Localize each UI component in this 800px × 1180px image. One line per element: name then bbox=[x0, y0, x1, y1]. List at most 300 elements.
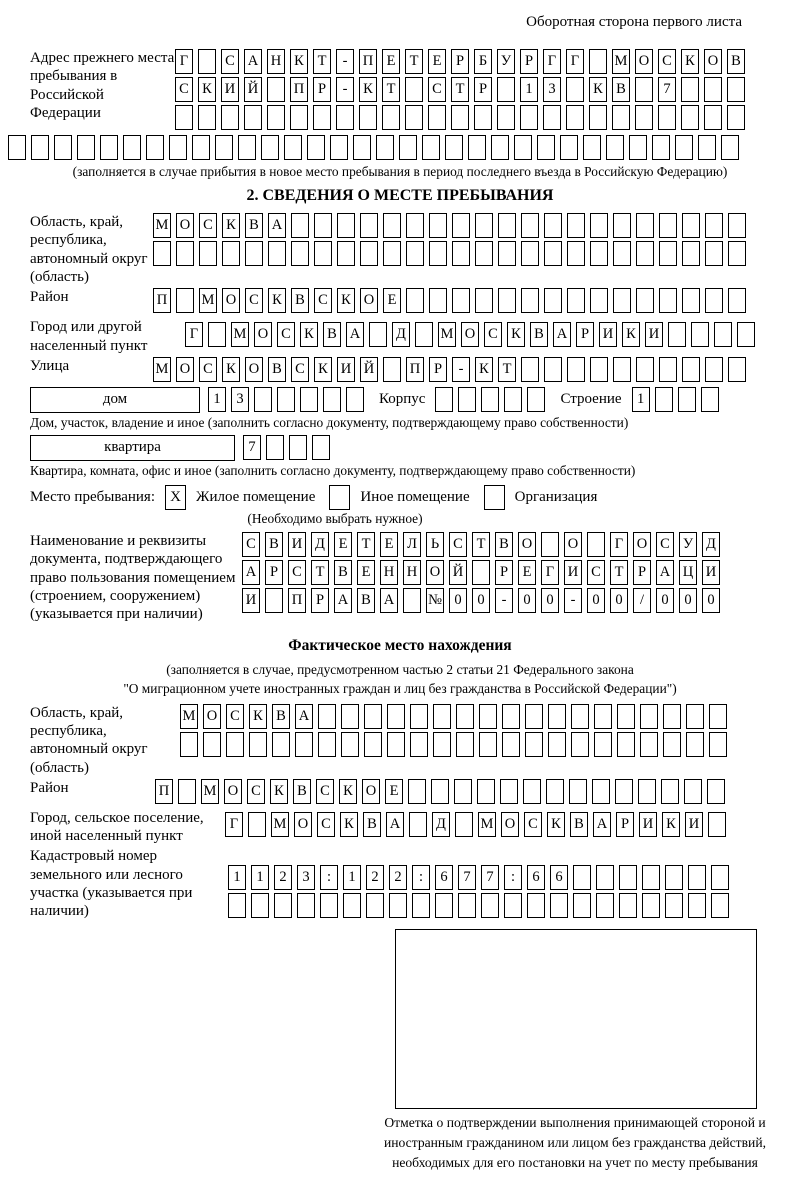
char-cell[interactable]: Ц bbox=[679, 560, 697, 585]
char-cell[interactable]: Е bbox=[428, 49, 446, 74]
char-cell[interactable] bbox=[521, 357, 539, 382]
char-cell[interactable] bbox=[727, 77, 745, 102]
char-cell[interactable] bbox=[435, 387, 453, 412]
char-cell[interactable]: К bbox=[198, 77, 216, 102]
char-cell[interactable] bbox=[544, 357, 562, 382]
char-cell[interactable]: Д bbox=[432, 812, 450, 837]
char-cell[interactable] bbox=[688, 865, 706, 890]
char-cell[interactable]: Г bbox=[175, 49, 193, 74]
char-cell[interactable]: 0 bbox=[587, 588, 605, 613]
char-cell[interactable] bbox=[571, 732, 589, 757]
char-cell[interactable] bbox=[341, 732, 359, 757]
char-cell[interactable]: И bbox=[288, 532, 306, 557]
char-cell[interactable] bbox=[737, 322, 755, 347]
cadastral-row-2[interactable] bbox=[228, 893, 734, 918]
char-cell[interactable]: В bbox=[530, 322, 548, 347]
char-cell[interactable]: В bbox=[612, 77, 630, 102]
char-cell[interactable] bbox=[479, 704, 497, 729]
char-cell[interactable] bbox=[369, 322, 387, 347]
char-cell[interactable]: : bbox=[412, 865, 430, 890]
char-cell[interactable] bbox=[635, 77, 653, 102]
char-cell[interactable]: Р bbox=[576, 322, 594, 347]
char-cell[interactable] bbox=[583, 135, 601, 160]
char-cell[interactable] bbox=[8, 135, 26, 160]
char-cell[interactable]: Р bbox=[495, 560, 513, 585]
char-cell[interactable] bbox=[382, 105, 400, 130]
char-cell[interactable] bbox=[376, 135, 394, 160]
char-cell[interactable]: И bbox=[645, 322, 663, 347]
char-cell[interactable]: К bbox=[300, 322, 318, 347]
char-cell[interactable]: К bbox=[290, 49, 308, 74]
char-cell[interactable] bbox=[300, 387, 318, 412]
char-cell[interactable] bbox=[456, 732, 474, 757]
char-cell[interactable] bbox=[668, 322, 686, 347]
document-row-1[interactable] bbox=[242, 532, 725, 557]
char-cell[interactable] bbox=[688, 893, 706, 918]
char-cell[interactable] bbox=[569, 779, 587, 804]
char-cell[interactable] bbox=[180, 732, 198, 757]
char-cell[interactable]: 1 bbox=[343, 865, 361, 890]
char-cell[interactable] bbox=[452, 288, 470, 313]
char-cell[interactable] bbox=[458, 893, 476, 918]
char-cell[interactable] bbox=[208, 322, 226, 347]
char-cell[interactable] bbox=[560, 135, 578, 160]
char-cell[interactable] bbox=[665, 893, 683, 918]
char-cell[interactable] bbox=[521, 288, 539, 313]
char-cell[interactable] bbox=[226, 732, 244, 757]
char-cell[interactable]: Р bbox=[429, 357, 447, 382]
char-cell[interactable]: Г bbox=[185, 322, 203, 347]
char-cell[interactable] bbox=[406, 288, 424, 313]
char-cell[interactable] bbox=[289, 435, 307, 460]
char-cell[interactable] bbox=[341, 704, 359, 729]
char-cell[interactable] bbox=[592, 779, 610, 804]
char-cell[interactable] bbox=[475, 288, 493, 313]
char-cell[interactable] bbox=[548, 704, 566, 729]
char-cell[interactable]: : bbox=[504, 865, 522, 890]
char-cell[interactable]: О bbox=[362, 779, 380, 804]
char-cell[interactable] bbox=[178, 779, 196, 804]
char-cell[interactable] bbox=[336, 105, 354, 130]
char-cell[interactable]: О bbox=[245, 357, 263, 382]
char-cell[interactable]: В bbox=[268, 357, 286, 382]
char-cell[interactable] bbox=[527, 893, 545, 918]
char-cell[interactable] bbox=[360, 213, 378, 238]
char-cell[interactable] bbox=[199, 241, 217, 266]
char-cell[interactable]: С bbox=[316, 779, 334, 804]
prev-address-row-3[interactable] bbox=[175, 105, 750, 130]
char-cell[interactable]: 2 bbox=[366, 865, 384, 890]
char-cell[interactable] bbox=[337, 241, 355, 266]
char-cell[interactable] bbox=[543, 105, 561, 130]
char-cell[interactable] bbox=[481, 893, 499, 918]
char-cell[interactable]: О bbox=[426, 560, 444, 585]
char-cell[interactable] bbox=[314, 213, 332, 238]
char-cell[interactable]: К bbox=[589, 77, 607, 102]
char-cell[interactable] bbox=[589, 105, 607, 130]
char-cell[interactable]: 1 bbox=[632, 387, 650, 412]
actual-region-row-2[interactable] bbox=[180, 732, 732, 757]
char-cell[interactable] bbox=[636, 288, 654, 313]
char-cell[interactable]: Й bbox=[449, 560, 467, 585]
char-cell[interactable]: 0 bbox=[541, 588, 559, 613]
char-cell[interactable]: К bbox=[359, 77, 377, 102]
char-cell[interactable] bbox=[613, 213, 631, 238]
char-cell[interactable] bbox=[659, 288, 677, 313]
char-cell[interactable] bbox=[176, 288, 194, 313]
char-cell[interactable]: С bbox=[524, 812, 542, 837]
char-cell[interactable]: О bbox=[518, 532, 536, 557]
char-cell[interactable] bbox=[291, 213, 309, 238]
char-cell[interactable]: - bbox=[336, 49, 354, 74]
char-cell[interactable]: В bbox=[272, 704, 290, 729]
char-cell[interactable] bbox=[514, 135, 532, 160]
char-cell[interactable]: С bbox=[199, 213, 217, 238]
char-cell[interactable] bbox=[238, 135, 256, 160]
char-cell[interactable]: И bbox=[685, 812, 703, 837]
char-cell[interactable]: С bbox=[242, 532, 260, 557]
char-cell[interactable]: И bbox=[639, 812, 657, 837]
char-cell[interactable]: Г bbox=[225, 812, 243, 837]
char-cell[interactable] bbox=[566, 105, 584, 130]
char-cell[interactable] bbox=[383, 357, 401, 382]
char-cell[interactable] bbox=[267, 77, 285, 102]
char-cell[interactable] bbox=[169, 135, 187, 160]
char-cell[interactable]: : bbox=[320, 865, 338, 890]
char-cell[interactable] bbox=[682, 241, 700, 266]
char-cell[interactable] bbox=[320, 893, 338, 918]
char-cell[interactable]: М bbox=[612, 49, 630, 74]
char-cell[interactable]: П bbox=[290, 77, 308, 102]
char-cell[interactable] bbox=[544, 288, 562, 313]
char-cell[interactable] bbox=[318, 732, 336, 757]
char-cell[interactable] bbox=[412, 893, 430, 918]
char-cell[interactable]: Т bbox=[472, 532, 490, 557]
char-cell[interactable] bbox=[613, 241, 631, 266]
char-cell[interactable] bbox=[527, 387, 545, 412]
char-cell[interactable] bbox=[548, 732, 566, 757]
char-cell[interactable] bbox=[31, 135, 49, 160]
char-cell[interactable] bbox=[318, 704, 336, 729]
char-cell[interactable]: 7 bbox=[243, 435, 261, 460]
korpus-cells[interactable] bbox=[435, 387, 550, 412]
char-cell[interactable]: Н bbox=[380, 560, 398, 585]
char-cell[interactable] bbox=[590, 357, 608, 382]
char-cell[interactable]: А bbox=[386, 812, 404, 837]
char-cell[interactable]: У bbox=[679, 532, 697, 557]
actual-region-row-1[interactable] bbox=[180, 704, 732, 729]
char-cell[interactable]: К bbox=[270, 779, 288, 804]
char-cell[interactable]: Е bbox=[334, 532, 352, 557]
char-cell[interactable]: С bbox=[314, 288, 332, 313]
char-cell[interactable]: И bbox=[599, 322, 617, 347]
char-cell[interactable] bbox=[431, 779, 449, 804]
char-cell[interactable] bbox=[192, 135, 210, 160]
char-cell[interactable] bbox=[403, 588, 421, 613]
char-cell[interactable] bbox=[445, 135, 463, 160]
confirmation-stamp-box[interactable] bbox=[395, 929, 757, 1109]
char-cell[interactable] bbox=[617, 732, 635, 757]
char-cell[interactable]: Р bbox=[520, 49, 538, 74]
char-cell[interactable]: К bbox=[662, 812, 680, 837]
char-cell[interactable] bbox=[429, 241, 447, 266]
char-cell[interactable]: П bbox=[153, 288, 171, 313]
char-cell[interactable]: Г bbox=[610, 532, 628, 557]
prev-address-row-1[interactable] bbox=[175, 49, 750, 74]
char-cell[interactable]: Д bbox=[311, 532, 329, 557]
char-cell[interactable] bbox=[617, 704, 635, 729]
char-cell[interactable] bbox=[387, 732, 405, 757]
city-row[interactable] bbox=[185, 322, 760, 347]
char-cell[interactable] bbox=[153, 241, 171, 266]
char-cell[interactable] bbox=[636, 241, 654, 266]
char-cell[interactable] bbox=[222, 241, 240, 266]
char-cell[interactable] bbox=[613, 357, 631, 382]
char-cell[interactable]: 1 bbox=[228, 865, 246, 890]
actual-city-row[interactable] bbox=[225, 812, 731, 837]
char-cell[interactable] bbox=[433, 732, 451, 757]
char-cell[interactable] bbox=[705, 357, 723, 382]
char-cell[interactable] bbox=[307, 135, 325, 160]
char-cell[interactable] bbox=[525, 704, 543, 729]
char-cell[interactable] bbox=[521, 213, 539, 238]
char-cell[interactable] bbox=[297, 893, 315, 918]
char-cell[interactable]: / bbox=[633, 588, 651, 613]
char-cell[interactable]: Г bbox=[566, 49, 584, 74]
char-cell[interactable] bbox=[481, 387, 499, 412]
char-cell[interactable]: М bbox=[180, 704, 198, 729]
char-cell[interactable] bbox=[596, 893, 614, 918]
char-cell[interactable]: О bbox=[203, 704, 221, 729]
region-row-2[interactable] bbox=[153, 241, 751, 266]
char-cell[interactable]: К bbox=[249, 704, 267, 729]
char-cell[interactable] bbox=[123, 135, 141, 160]
document-row-2[interactable] bbox=[242, 560, 725, 585]
char-cell[interactable]: Т bbox=[357, 532, 375, 557]
char-cell[interactable]: О bbox=[254, 322, 272, 347]
char-cell[interactable]: В bbox=[334, 560, 352, 585]
char-cell[interactable]: С bbox=[449, 532, 467, 557]
char-cell[interactable] bbox=[659, 357, 677, 382]
char-cell[interactable] bbox=[704, 105, 722, 130]
char-cell[interactable]: М bbox=[201, 779, 219, 804]
char-cell[interactable]: А bbox=[553, 322, 571, 347]
char-cell[interactable] bbox=[619, 893, 637, 918]
char-cell[interactable] bbox=[353, 135, 371, 160]
char-cell[interactable]: В bbox=[363, 812, 381, 837]
char-cell[interactable]: О bbox=[222, 288, 240, 313]
char-cell[interactable] bbox=[429, 213, 447, 238]
stroenie-cells[interactable] bbox=[632, 387, 724, 412]
char-cell[interactable] bbox=[704, 77, 722, 102]
char-cell[interactable]: - bbox=[336, 77, 354, 102]
char-cell[interactable]: - bbox=[495, 588, 513, 613]
char-cell[interactable] bbox=[295, 732, 313, 757]
checkbox-organizatsiya[interactable] bbox=[484, 485, 505, 510]
char-cell[interactable] bbox=[274, 893, 292, 918]
char-cell[interactable] bbox=[567, 241, 585, 266]
char-cell[interactable] bbox=[244, 105, 262, 130]
region-row-1[interactable] bbox=[153, 213, 751, 238]
char-cell[interactable] bbox=[691, 322, 709, 347]
char-cell[interactable]: И bbox=[702, 560, 720, 585]
char-cell[interactable] bbox=[659, 213, 677, 238]
char-cell[interactable] bbox=[268, 241, 286, 266]
char-cell[interactable] bbox=[659, 241, 677, 266]
char-cell[interactable]: 0 bbox=[518, 588, 536, 613]
char-cell[interactable] bbox=[573, 865, 591, 890]
char-cell[interactable] bbox=[615, 779, 633, 804]
char-cell[interactable]: 1 bbox=[208, 387, 226, 412]
actual-district-row[interactable] bbox=[155, 779, 730, 804]
char-cell[interactable]: К bbox=[547, 812, 565, 837]
char-cell[interactable] bbox=[613, 288, 631, 313]
char-cell[interactable] bbox=[251, 893, 269, 918]
char-cell[interactable]: Т bbox=[313, 49, 331, 74]
char-cell[interactable]: 0 bbox=[679, 588, 697, 613]
char-cell[interactable] bbox=[277, 387, 295, 412]
char-cell[interactable]: В bbox=[293, 779, 311, 804]
char-cell[interactable]: 0 bbox=[472, 588, 490, 613]
char-cell[interactable] bbox=[640, 704, 658, 729]
char-cell[interactable] bbox=[433, 704, 451, 729]
char-cell[interactable] bbox=[364, 704, 382, 729]
char-cell[interactable]: П bbox=[359, 49, 377, 74]
char-cell[interactable] bbox=[176, 241, 194, 266]
char-cell[interactable]: С bbox=[428, 77, 446, 102]
char-cell[interactable]: С bbox=[658, 49, 676, 74]
char-cell[interactable]: М bbox=[231, 322, 249, 347]
cadastral-row-1[interactable] bbox=[228, 865, 734, 890]
char-cell[interactable] bbox=[714, 322, 732, 347]
char-cell[interactable]: О bbox=[633, 532, 651, 557]
char-cell[interactable] bbox=[567, 357, 585, 382]
char-cell[interactable]: Н bbox=[403, 560, 421, 585]
char-cell[interactable] bbox=[709, 732, 727, 757]
char-cell[interactable]: К bbox=[681, 49, 699, 74]
char-cell[interactable]: Е bbox=[383, 288, 401, 313]
char-cell[interactable] bbox=[364, 732, 382, 757]
char-cell[interactable]: 0 bbox=[610, 588, 628, 613]
char-cell[interactable]: А bbox=[244, 49, 262, 74]
char-cell[interactable]: В bbox=[291, 288, 309, 313]
char-cell[interactable] bbox=[701, 387, 719, 412]
char-cell[interactable]: 3 bbox=[297, 865, 315, 890]
char-cell[interactable] bbox=[452, 213, 470, 238]
char-cell[interactable]: В bbox=[265, 532, 283, 557]
char-cell[interactable] bbox=[640, 732, 658, 757]
char-cell[interactable] bbox=[642, 893, 660, 918]
char-cell[interactable]: А bbox=[346, 322, 364, 347]
char-cell[interactable]: Т bbox=[382, 77, 400, 102]
char-cell[interactable] bbox=[636, 357, 654, 382]
char-cell[interactable] bbox=[254, 387, 272, 412]
char-cell[interactable]: Е bbox=[380, 532, 398, 557]
char-cell[interactable]: А bbox=[380, 588, 398, 613]
char-cell[interactable]: К bbox=[222, 213, 240, 238]
char-cell[interactable]: С bbox=[291, 357, 309, 382]
char-cell[interactable] bbox=[198, 105, 216, 130]
char-cell[interactable] bbox=[498, 288, 516, 313]
char-cell[interactable] bbox=[708, 812, 726, 837]
char-cell[interactable] bbox=[661, 779, 679, 804]
char-cell[interactable] bbox=[265, 588, 283, 613]
char-cell[interactable]: О bbox=[635, 49, 653, 74]
char-cell[interactable] bbox=[346, 387, 364, 412]
char-cell[interactable]: С bbox=[587, 560, 605, 585]
char-cell[interactable] bbox=[221, 105, 239, 130]
char-cell[interactable]: 6 bbox=[527, 865, 545, 890]
char-cell[interactable]: 3 bbox=[543, 77, 561, 102]
char-cell[interactable] bbox=[705, 288, 723, 313]
char-cell[interactable]: О bbox=[176, 213, 194, 238]
char-cell[interactable] bbox=[248, 812, 266, 837]
char-cell[interactable] bbox=[266, 435, 284, 460]
char-cell[interactable]: М bbox=[271, 812, 289, 837]
char-cell[interactable] bbox=[343, 893, 361, 918]
house-number-cells[interactable] bbox=[208, 387, 369, 412]
char-cell[interactable]: - bbox=[452, 357, 470, 382]
char-cell[interactable]: Й bbox=[360, 357, 378, 382]
char-cell[interactable] bbox=[682, 213, 700, 238]
char-cell[interactable] bbox=[504, 893, 522, 918]
char-cell[interactable] bbox=[573, 893, 591, 918]
char-cell[interactable] bbox=[635, 105, 653, 130]
char-cell[interactable] bbox=[684, 779, 702, 804]
char-cell[interactable] bbox=[571, 704, 589, 729]
char-cell[interactable]: 1 bbox=[520, 77, 538, 102]
char-cell[interactable]: 7 bbox=[658, 77, 676, 102]
char-cell[interactable]: 3 bbox=[231, 387, 249, 412]
street-row[interactable] bbox=[153, 357, 751, 382]
char-cell[interactable]: Т bbox=[311, 560, 329, 585]
char-cell[interactable]: О bbox=[360, 288, 378, 313]
char-cell[interactable]: И bbox=[564, 560, 582, 585]
char-cell[interactable]: А bbox=[268, 213, 286, 238]
char-cell[interactable]: К bbox=[340, 812, 358, 837]
apartment-type-box[interactable]: квартира bbox=[30, 435, 235, 461]
char-cell[interactable] bbox=[323, 387, 341, 412]
char-cell[interactable] bbox=[389, 893, 407, 918]
char-cell[interactable]: И bbox=[242, 588, 260, 613]
char-cell[interactable] bbox=[387, 704, 405, 729]
char-cell[interactable] bbox=[728, 288, 746, 313]
char-cell[interactable] bbox=[711, 893, 729, 918]
char-cell[interactable]: О bbox=[176, 357, 194, 382]
char-cell[interactable] bbox=[497, 105, 515, 130]
char-cell[interactable]: Р bbox=[616, 812, 634, 837]
char-cell[interactable] bbox=[502, 704, 520, 729]
char-cell[interactable] bbox=[468, 135, 486, 160]
char-cell[interactable] bbox=[366, 893, 384, 918]
char-cell[interactable]: К bbox=[507, 322, 525, 347]
char-cell[interactable] bbox=[455, 812, 473, 837]
char-cell[interactable] bbox=[663, 704, 681, 729]
char-cell[interactable] bbox=[410, 704, 428, 729]
char-cell[interactable]: О bbox=[501, 812, 519, 837]
char-cell[interactable]: К bbox=[314, 357, 332, 382]
char-cell[interactable] bbox=[587, 532, 605, 557]
apartment-cells[interactable] bbox=[243, 435, 335, 460]
char-cell[interactable]: 0 bbox=[702, 588, 720, 613]
char-cell[interactable] bbox=[267, 105, 285, 130]
char-cell[interactable] bbox=[619, 865, 637, 890]
char-cell[interactable]: В bbox=[245, 213, 263, 238]
checkbox-inoe[interactable] bbox=[329, 485, 350, 510]
char-cell[interactable] bbox=[727, 105, 745, 130]
char-cell[interactable]: О bbox=[564, 532, 582, 557]
char-cell[interactable]: Т bbox=[610, 560, 628, 585]
